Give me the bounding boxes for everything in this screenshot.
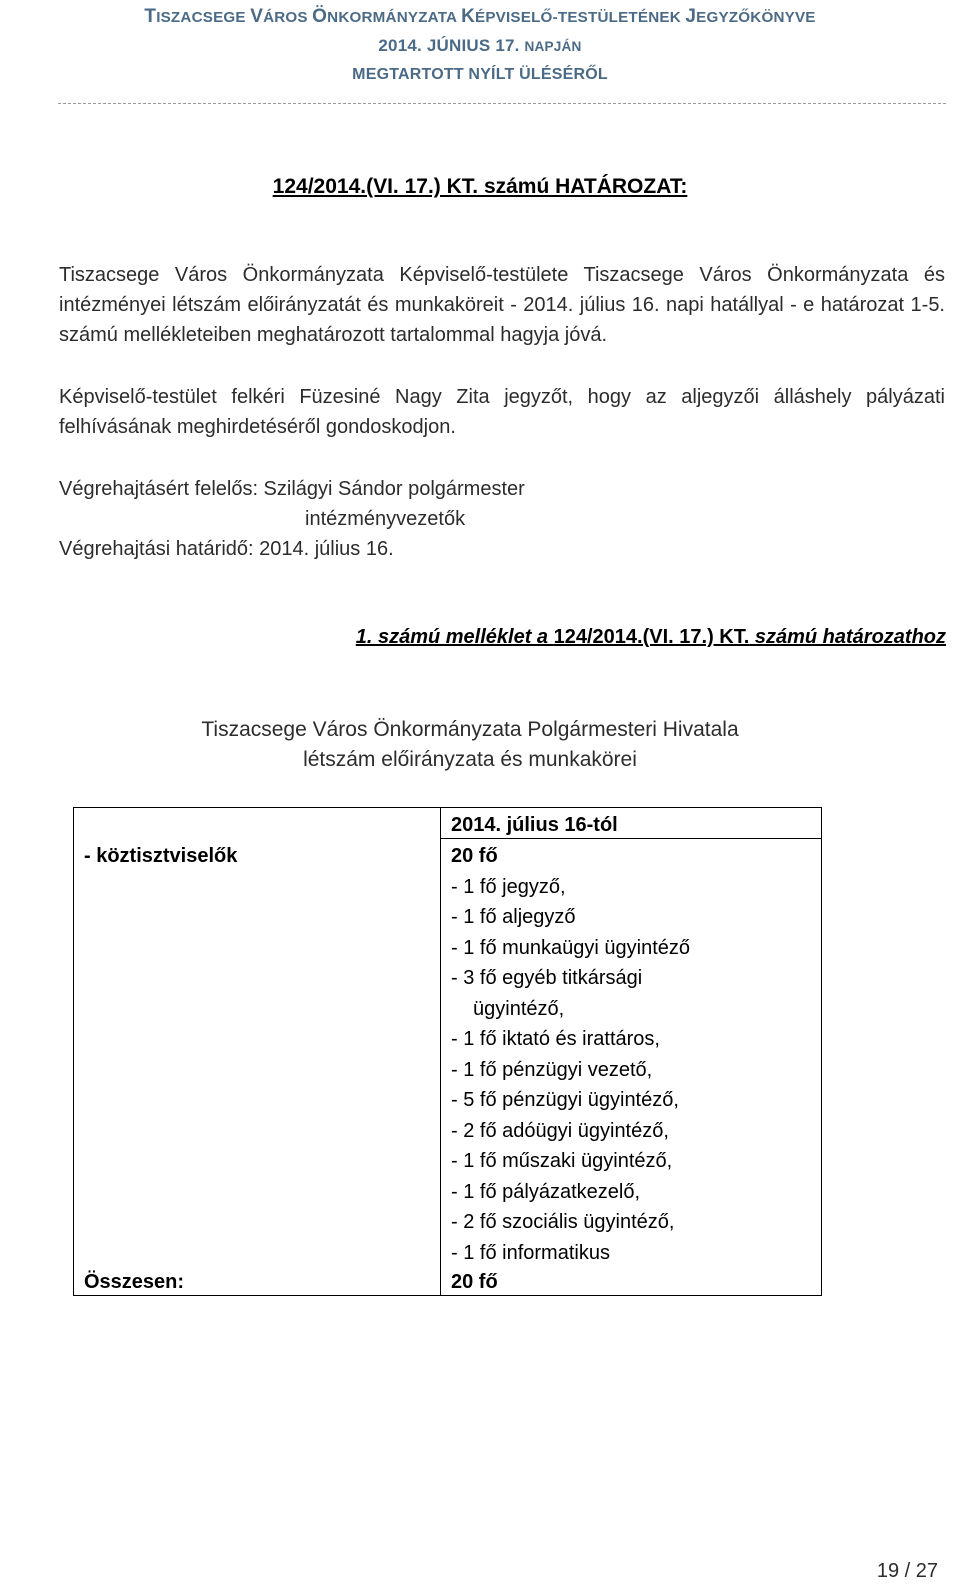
table-staff-list (451, 841, 690, 1268)
header-t12: EGYZŐKÖNYVE (696, 9, 816, 26)
table-row-count: 20 fő (451, 845, 498, 867)
table-column-divider (440, 808, 441, 1295)
header-title (0, 6, 960, 28)
annex-prefix: 1. számú melléklet a (355, 626, 554, 648)
header-date (0, 36, 960, 56)
list-item: - 1 fő pénzügyi vezető, (451, 1058, 653, 1081)
header-t10: TESTÜLETÉNEK (557, 9, 686, 26)
resolution-paragraph-1: Tiszacsege Város Önkormányzata Képviselő-testülete Tiszacsege Város Önkormányzata és intézményei létszám előirányzatát és munkaköreit - 2014. július 16. napi hatállyal - e határozat 1-5. számú mellékleteiben meghatározott tartalommal hagyja jóvá. (59, 264, 945, 346)
page-number: 19 / 27 (876, 1560, 938, 1582)
header-t4: ÁROS (263, 9, 313, 26)
responsible-line-2: intézményvezetők (305, 508, 466, 530)
list-item: - 1 fő jegyző, (451, 875, 566, 898)
list-item: - 1 fő informatikus (451, 1241, 610, 1264)
annex-ref: 124/2014.(VI. 17.) KT. (553, 626, 750, 648)
header-t5: Ö (312, 6, 328, 27)
header-date-main: 2014. JÚNIUS 17. (378, 36, 525, 55)
resolution-paragraph-2: Képviselő-testület felkéri Füzesiné Nagy Zita jegyzőt, hogy az aljegyzői álláshely pályázati felhívásának meghirdetéséről gondoskodjon. (59, 386, 945, 438)
list-item: - 2 fő adóügyi ügyintéző, (451, 1119, 669, 1142)
list-item: - 1 fő pályázatkezelő, (451, 1180, 640, 1203)
header-t6: NKORMÁNYZATA (327, 9, 462, 26)
table-title-line-1: Tiszacsege Város Önkormányzata Polgármesteri Hivatala (201, 718, 739, 741)
list-item: - 1 fő iktató és irattáros, (451, 1028, 660, 1050)
header-t1: T (144, 6, 157, 27)
list-item: - 1 fő munkaügyi ügyintéző (451, 936, 691, 959)
header-t3: V (250, 6, 264, 27)
list-item: - 5 fő pénzügyi ügyintéző, (451, 1089, 679, 1111)
staffing-table (73, 807, 822, 1296)
responsible-line: Végrehajtásért felelős: Szilágyi Sándor polgármester (59, 478, 525, 500)
list-item: - 2 fő szociális ügyintéző, (451, 1211, 675, 1233)
header-t8: ÉPVISELŐ (475, 9, 553, 26)
table-title-line-2: létszám előirányzata és munkakörei (303, 748, 637, 771)
header-t11: J (685, 6, 697, 27)
table-total-count: 20 fő (451, 1271, 498, 1293)
annex-heading (0, 626, 946, 649)
annex-suffix: számú határozathoz (749, 626, 946, 648)
table-date-header: 2014. július 16-tól (451, 814, 618, 836)
header-t7: K (461, 6, 476, 27)
list-item: - 1 fő aljegyző (451, 906, 576, 928)
header-t2: ISZACSEGE (156, 9, 251, 26)
table-row-label: - köztisztviselők (84, 845, 238, 867)
header-date-suffix: NAPJÁN (524, 39, 582, 54)
list-item: - 1 fő műszaki ügyintéző, (451, 1150, 673, 1172)
header-subtitle: MEGTARTOTT NYÍLT ÜLÉSÉRŐL (352, 66, 608, 83)
header-divider (58, 103, 946, 104)
list-item: ügyintéző, (473, 997, 565, 1020)
header-t9: - (552, 9, 558, 26)
resolution-title: 124/2014.(VI. 17.) KT. számú HATÁROZAT: (272, 175, 688, 198)
list-item: - 3 fő egyéb titkársági (451, 967, 643, 989)
deadline-line: Végrehajtási határidő: 2014. július 16. (59, 538, 394, 560)
table-total-label: Összesen: (84, 1271, 185, 1293)
